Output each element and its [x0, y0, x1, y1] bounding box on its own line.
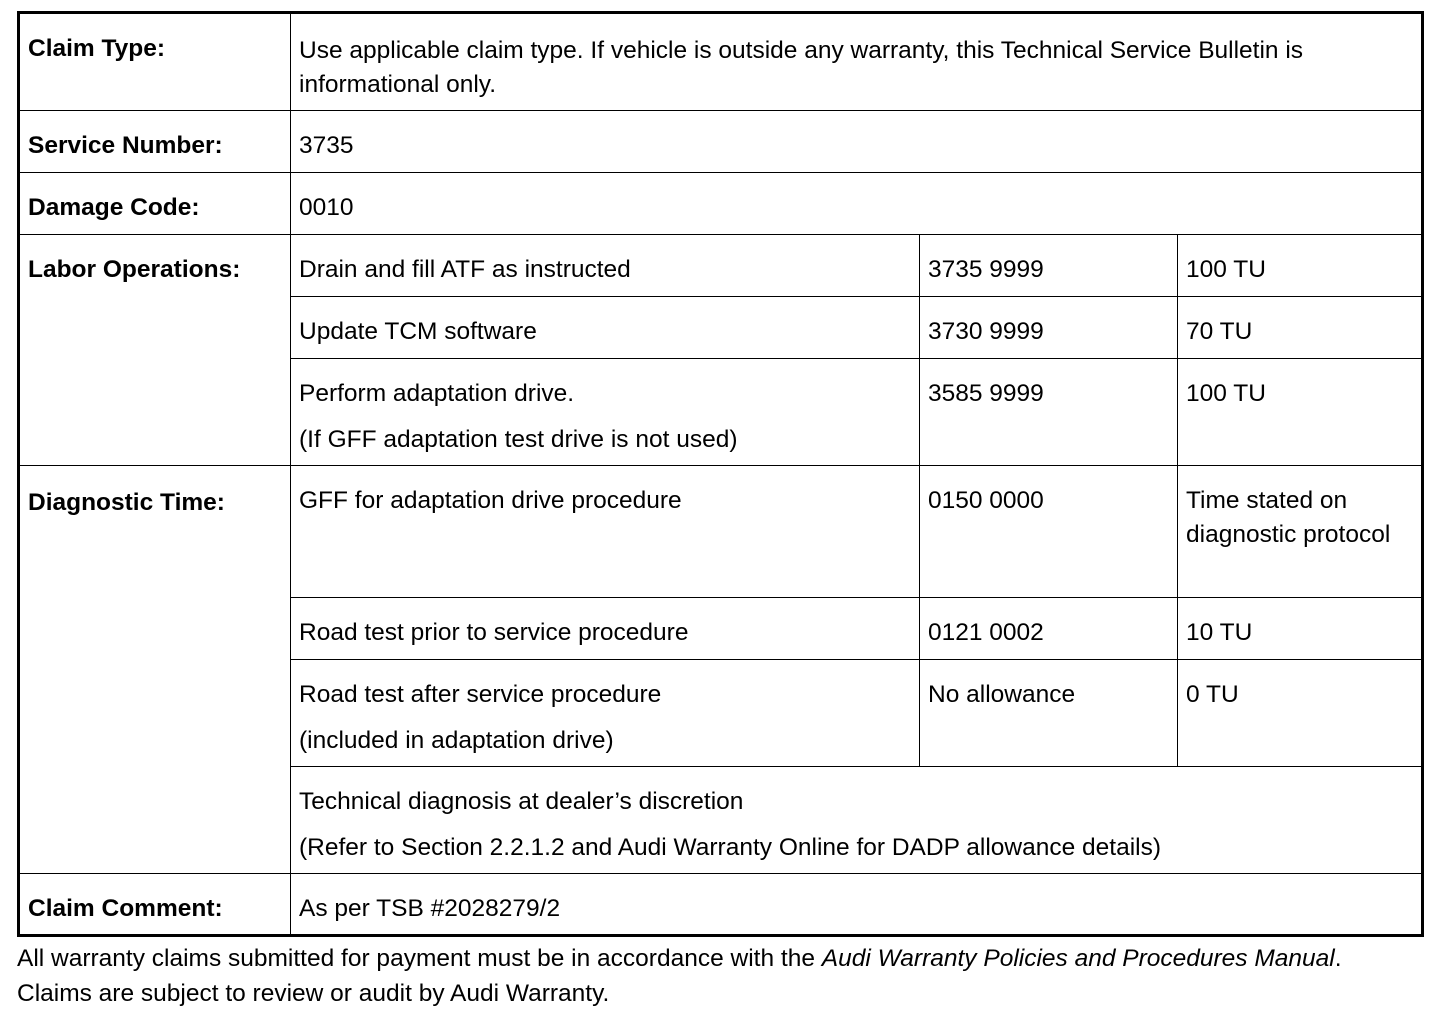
diagnostic-time-row [19, 466, 1423, 598]
damage-code-row [19, 173, 1423, 235]
warranty-claim-table-container [17, 11, 1421, 937]
diagnostic-desc: GFF for adaptation drive procedure [291, 466, 920, 598]
diagnostic-note-line2: (Refer to Section 2.2.1.2 and Audi Warranty Online for DADP allowance details) [299, 834, 1162, 861]
diagnostic-desc-note: (included in adaptation drive) [299, 727, 614, 754]
labor-operation-time: 100 TU [1178, 235, 1423, 297]
damage-code-value: 0010 [291, 173, 1423, 235]
diagnostic-code: 0121 0002 [920, 598, 1178, 660]
labor-operation-code: 3585 9999 [920, 359, 1178, 466]
diagnostic-desc: Road test prior to service procedure [291, 598, 920, 660]
diagnostic-note-line1: Technical diagnosis at dealer’s discretion [299, 788, 744, 815]
claim-type-label: Claim Type: [19, 13, 291, 111]
labor-operation-time: 100 TU [1178, 359, 1423, 466]
damage-code-label: Damage Code: [19, 173, 291, 235]
labor-operation-desc-cell [291, 359, 920, 466]
labor-operation-desc-note: (If GFF adaptation test drive is not used) [299, 426, 738, 453]
diagnostic-time-label: Diagnostic Time: [19, 466, 291, 874]
labor-operation-desc: Drain and fill ATF as instructed [291, 235, 920, 297]
claim-comment-row [19, 874, 1423, 936]
diagnostic-desc: Road test after service procedure [299, 681, 662, 708]
diagnostic-time-value: Time stated on diagnostic protocol [1178, 466, 1423, 598]
service-number-value: 3735 [291, 111, 1423, 173]
claim-comment-label: Claim Comment: [19, 874, 291, 936]
labor-operation-row [19, 235, 1423, 297]
labor-operation-desc: Update TCM software [291, 297, 920, 359]
footer-manual-title: Audi Warranty Policies and Procedures Manual [821, 945, 1335, 972]
diagnostic-note-cell [291, 767, 1423, 874]
claim-type-value: Use applicable claim type. If vehicle is outside any warranty, this Technical Service Bulletin is informational only. [291, 13, 1423, 111]
labor-operation-time: 70 TU [1178, 297, 1423, 359]
labor-operations-label: Labor Operations: [19, 235, 291, 466]
diagnostic-code: 0150 0000 [920, 466, 1178, 598]
footer-text-part2: . Claims are subject to review or audit by Audi Warranty. [17, 945, 1342, 1007]
diagnostic-desc-cell [291, 660, 920, 767]
service-number-label: Service Number: [19, 111, 291, 173]
labor-operation-code: 3735 9999 [920, 235, 1178, 297]
claim-type-row [19, 13, 1423, 111]
warranty-claim-table [17, 11, 1424, 937]
footer-text-part1: All warranty claims submitted for payment must be in accordance with the [17, 945, 822, 972]
claim-comment-value: As per TSB #2028279/2 [291, 874, 1423, 936]
labor-operation-desc: Perform adaptation drive. [299, 380, 575, 407]
service-number-row [19, 111, 1423, 173]
diagnostic-code: No allowance [920, 660, 1178, 767]
diagnostic-time-value: 0 TU [1178, 660, 1423, 767]
labor-operation-code: 3730 9999 [920, 297, 1178, 359]
warranty-footer-note [17, 941, 1421, 1011]
diagnostic-time-value: 10 TU [1178, 598, 1423, 660]
